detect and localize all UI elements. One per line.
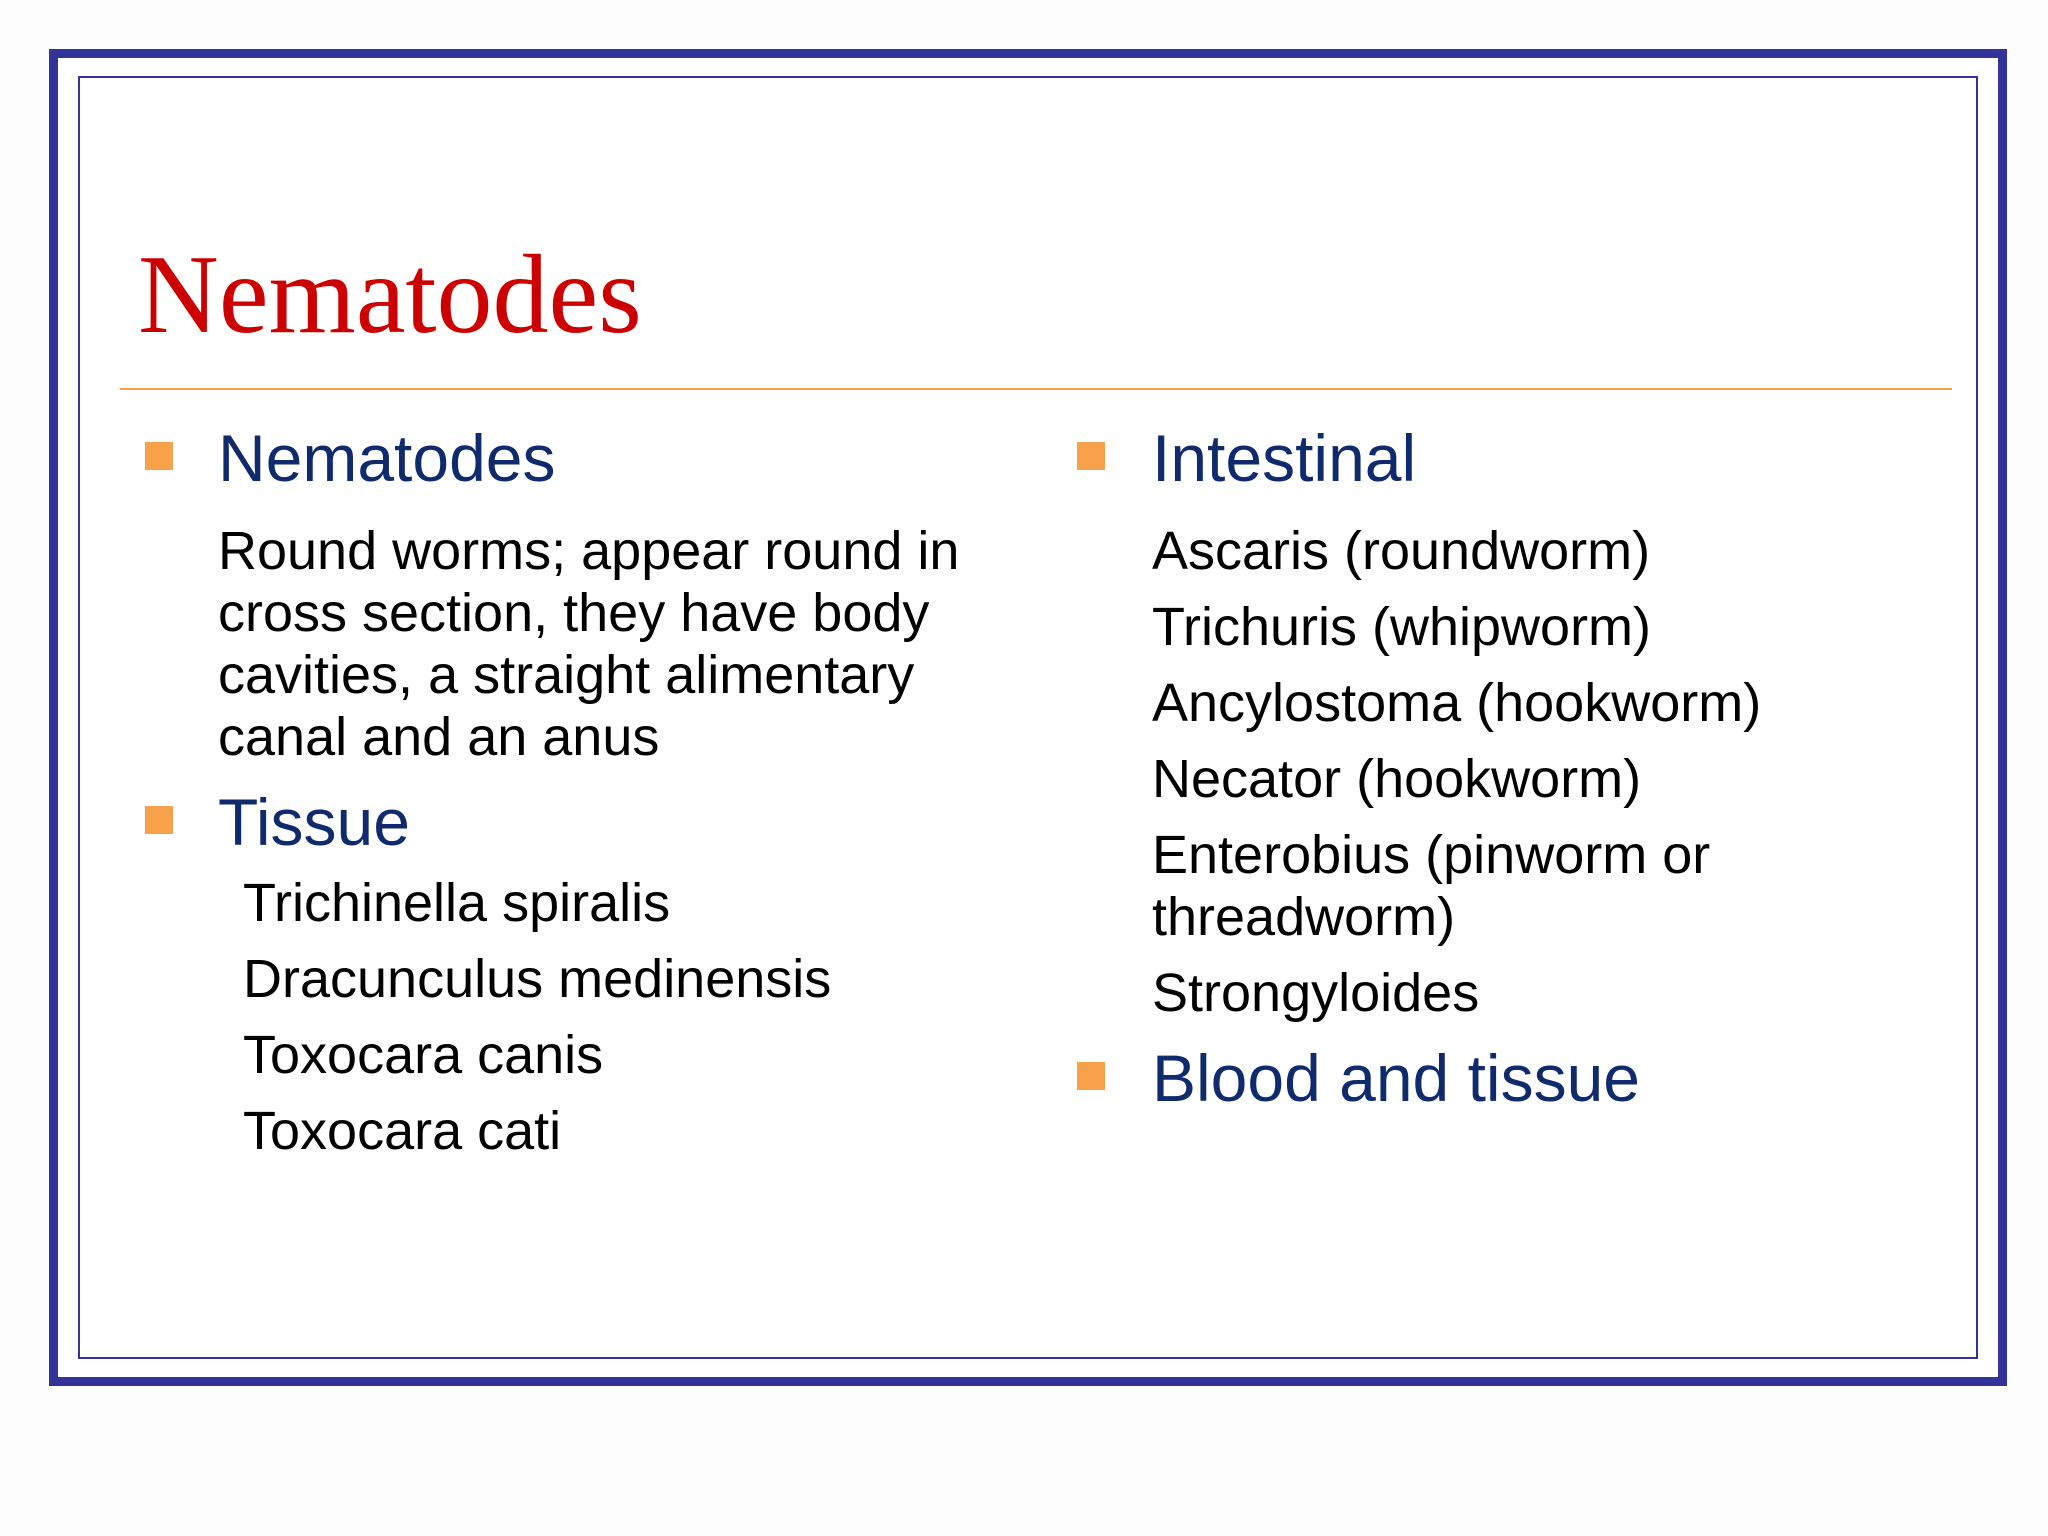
heading-nematodes: Nematodes [218,421,556,495]
tissue-item: Toxocara cati [243,1101,562,1161]
heading-tissue: Tissue [218,785,410,859]
intestinal-item: Enterobius (pinworm or threadworm) [1152,825,1711,947]
intestinal-item: Necator (hookworm) [1152,749,1642,809]
intestinal-item: Ancylostoma (hookworm) [1152,673,1762,733]
title-divider [120,388,1952,390]
tissue-item: Toxocara canis [243,1025,604,1085]
intestinal-item: Trichuris (whipworm) [1152,597,1652,657]
tissue-item: Dracunculus medinensis [243,949,832,1009]
slide-title: Nematodes [138,233,642,357]
nematodes-description: Round worms; appear round in cross section, they have body cavities, a straight alimentary canal and an anus [218,521,960,767]
tissue-item: Trichinella spiralis [243,873,671,933]
square-bullet-icon [1077,1062,1105,1090]
intestinal-item: Ascaris (roundworm) [1152,521,1651,581]
square-bullet-icon [145,806,173,834]
square-bullet-icon [145,442,173,470]
square-bullet-icon [1077,442,1105,470]
heading-blood-and-tissue: Blood and tissue [1152,1041,1641,1115]
heading-intestinal: Intestinal [1152,421,1417,495]
intestinal-item: Strongyloides [1152,963,1480,1023]
